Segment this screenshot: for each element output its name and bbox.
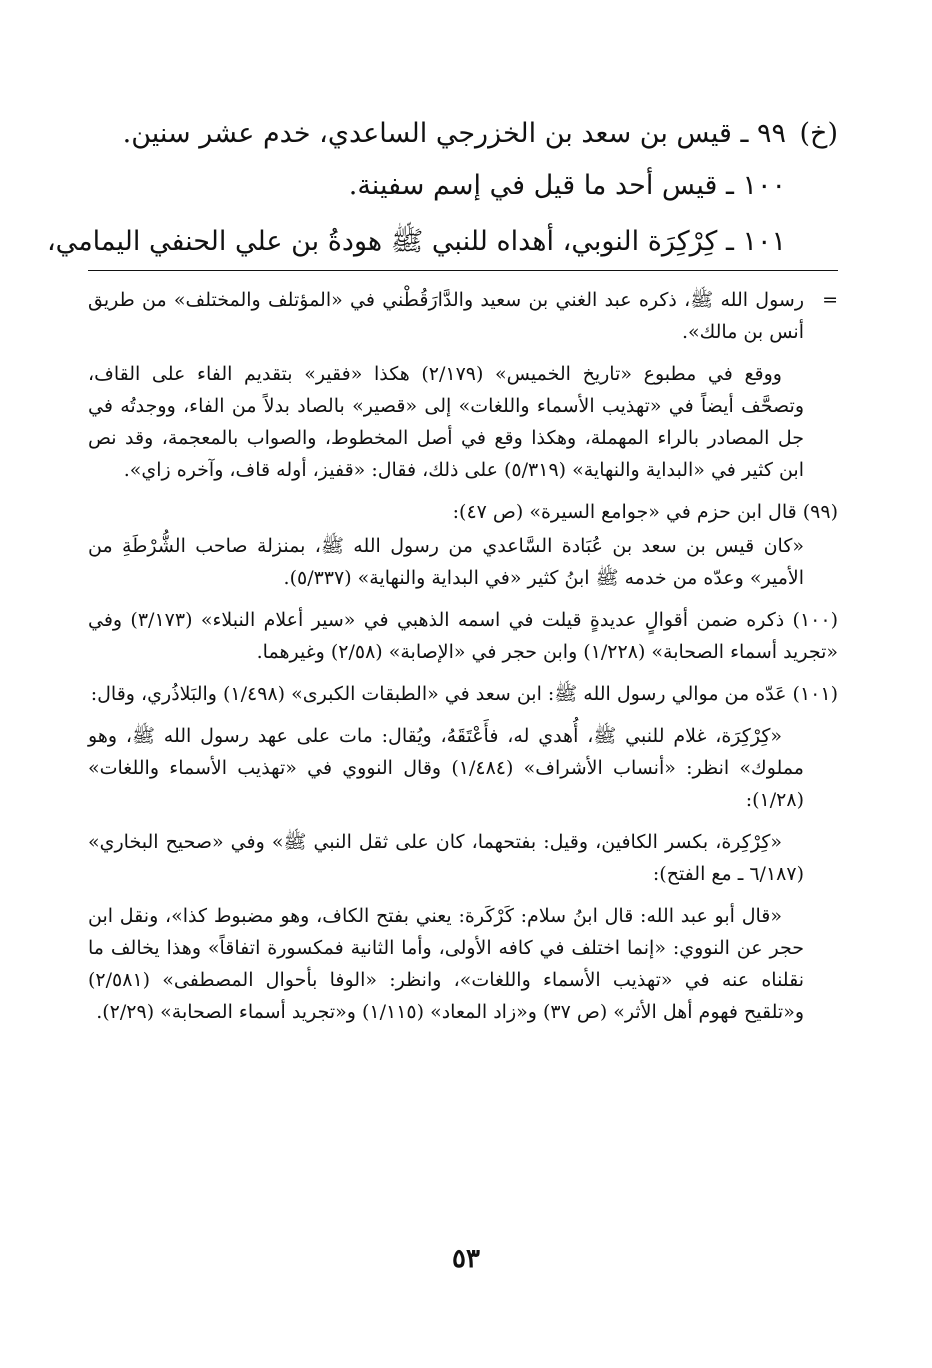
continuation-marker: = <box>822 289 838 311</box>
footnote-101-intro: (١٠١) عَدّه من موالي رسول الله ﷺ: ابن سعد في «الطبقات الكبرى» (١/٤٩٨) والبَلاذُري، وقال: <box>90 683 838 705</box>
footnote-divider <box>88 270 838 271</box>
main-line-99: ٩٩ ـ قيس بن سعد بن الخزرجي الساعدي، خدم عشر سنين. <box>122 118 786 149</box>
footnote-99-intro: (٩٩) قال ابن حزم في «جوامع السيرة» (ص ٤٧): <box>452 501 838 523</box>
footnote-note-waqa: ووقع في مطبوع «تاريخ الخميس» (٢/١٧٩) هكذا «فقير» بتقديم الفاء على القاف، وتصحَّف أيضاً في «تهذيب الأسماء واللغات» إلى «قصير» بالصاد بدلاً من الفاء، ووجدتُه في جل المصادر بالراء المهملة، وهكذا وقع في أصل المخطوط، والصواب بالمعجمة، وقد نص ابن كثير في «البداية والنهاية» (٥/٣١٩) على ذلك، فقال: «قفيز، أوله قاف، وآخره زاي». <box>88 363 804 481</box>
footnote-continuation <box>88 284 838 348</box>
main-line-101: ١٠١ ـ كِرْكِرَة النوبي، أهداه للنبي ﷺ هودةُ بن علي الحنفي اليمامي، <box>46 226 786 257</box>
page-number: ٥٣ <box>452 1244 480 1274</box>
footnote-101-quote-3: «قال أبو عبد الله: قال ابنُ سلام: كَرْكَرة: يعني بفتح الكاف، وهو مضبوط كذا»، ونقل ابن حجر عن النووي: «إنما اختلف في كافه الأولى، وأما الثانية فمكسورة اتفاقاً» وهذا يخالف ما نقلناه عنه في «تهذيب الأسماء واللغات»، وانظر: «الوفا بأحوال المصطفى» (٢/٥٨١) و«تلقيح فهوم أهل الأثر» (ص ٣٧) و«زاد المعاد» (١/١١٥) و«تجريد أسماء الصحابة» (٢/٢٩). <box>88 905 804 1023</box>
footnote-100: (١٠٠) ذكره ضمن أقوالٍ عديدةٍ قيلت في اسمه الذهبي في «سير أعلام النبلاء» (٣/١٧٣) وفي «تجريد أسماء الصحابة» (١/٢٢٨) وابن حجر في «الإصابة» (٢/٥٨) وغيرهما. <box>88 609 838 663</box>
marker-label: (خ) <box>799 118 838 149</box>
footnote-99-quote: «كان قيس بن سعد بن عُبَادة السَّاعدي من رسول الله ﷺ، بمنزلة صاحب الشُّرْطَةِ من الأمير» وعدّه من خدمه ﷺ ابنُ كثير «في البداية والنهاية» (٥/٣٣٧). <box>88 535 804 589</box>
footnotes-section <box>88 284 838 1038</box>
main-line-100: ١٠٠ ـ قيس أحد ما قيل في إسم سفينة. <box>348 170 786 201</box>
footnote-101-quote-2: «كِرْكِرة، بكسر الكافين، وقيل: بفتحهما، كان على ثقل النبي ﷺ» وفي «صحيح البخاري» (٦/١٨٧ ـ مع الفتح): <box>88 831 804 885</box>
continuation-text: رسول الله ﷺ، ذكره عبد الغني بن سعيد والدَّارَقُطْني في «المؤتلف والمختلف» من طريق أنس بن مالك». <box>88 289 804 343</box>
footnote-101-quote-1: «كِرْكِرَة، غلام للنبي ﷺ، أُهدي له، فأَعْتَقَهُ، ويُقال: مات على عهد رسول الله ﷺ، وهو مملوك» انظر: «أنساب الأشراف» (١/٤٨٤) وقال النووي في «تهذيب الأسماء واللغات» (١/٢٨): <box>88 725 804 811</box>
